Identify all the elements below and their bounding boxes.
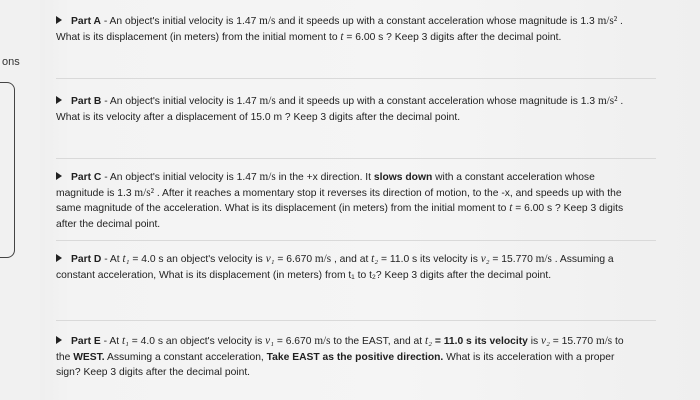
part-d-text: = 15.770 — [489, 254, 536, 265]
unit: m/s — [314, 253, 332, 265]
variable: v₁ — [265, 335, 274, 347]
part-c-text: . After it reaches a momentary stop it reverses its direction of motion, to the -x, and speeds up with the same magnitude of the acceleration. What is its displacement (in meters) from the initial moment to — [56, 187, 622, 214]
unit: m/s² — [597, 95, 618, 107]
part-c-text: - An object's initial velocity is 1.47 — [101, 172, 260, 183]
variable: v₂ — [541, 335, 550, 347]
variable: v₁ — [265, 253, 275, 265]
part-d-text: = 6.670 — [274, 254, 315, 265]
sidebar-bracket — [0, 82, 15, 258]
part-e[interactable] — [56, 334, 626, 381]
part-a[interactable] — [56, 14, 626, 45]
unit: m/s — [596, 335, 613, 347]
part-c-title: Part C — [71, 172, 102, 183]
part-b[interactable] — [56, 94, 626, 125]
unit: m/s — [259, 171, 276, 183]
emphasis: slows down — [373, 172, 433, 183]
part-e-text: Assuming a constant acceleration, — [104, 351, 267, 363]
part-b-text: - An object's initial velocity is 1.47 — [101, 96, 260, 107]
unit: m/s² — [134, 186, 154, 199]
part-a-text: - An object's initial velocity is 1.47 — [100, 16, 260, 27]
part-e-text: - At — [100, 336, 122, 347]
unit: m/s² — [597, 15, 618, 27]
variable: t₁ — [122, 253, 130, 265]
variable: t₁ — [121, 335, 129, 347]
divider — [56, 78, 656, 79]
part-e-text: What is its acceleration with a proper sign? Keep 3 digits after the decimal point. — [56, 351, 615, 378]
unit: m/s — [259, 95, 276, 107]
part-a-text: = 6.00 s ? Keep 3 digits after the decimal point. — [343, 31, 562, 43]
divider — [56, 240, 656, 241]
variable: t — [509, 202, 513, 214]
left-rail — [0, 0, 40, 400]
unit: m/s — [259, 15, 276, 27]
variable: t₂ — [371, 253, 379, 265]
expand-arrow-icon[interactable] — [56, 16, 62, 24]
part-d-title: Part D — [71, 254, 102, 265]
part-b-title: Part B — [71, 96, 102, 107]
part-e-text: = 4.0 s an object's velocity is — [128, 336, 266, 347]
part-a-title: Part A — [71, 16, 101, 27]
part-d-text: = 11.0 s its velocity is — [378, 254, 481, 265]
unit: m/s — [535, 253, 552, 265]
part-a-text: . What is its displacement (in meters) from the initial moment to — [56, 16, 623, 43]
divider — [56, 158, 656, 159]
unit: m/s — [314, 335, 331, 347]
part-c-text: with a constant acceleration whose magnitude is 1.3 — [56, 172, 595, 199]
part-e-text: = 6.670 — [273, 336, 315, 347]
emphasis: WEST. — [73, 351, 105, 363]
part-d[interactable] — [56, 252, 626, 283]
expand-arrow-icon[interactable] — [56, 96, 62, 104]
part-b-text: . What is its velocity after a displacement of 15.0 m ? Keep 3 digits after the decimal point. — [56, 96, 624, 123]
part-e-title: Part E — [71, 336, 101, 347]
part-c-text: in the +x direction. It — [275, 172, 374, 183]
part-c[interactable] — [56, 170, 626, 232]
part-d-text: , and at — [331, 254, 372, 265]
part-e-text: to the — [56, 336, 624, 363]
divider — [56, 320, 656, 321]
emphasis: Take EAST as the positive direction. — [266, 351, 444, 363]
part-d-text: - At — [101, 254, 123, 265]
variable: t₂ — [424, 335, 432, 347]
expand-arrow-icon[interactable] — [56, 172, 62, 180]
expand-arrow-icon[interactable] — [56, 336, 62, 344]
part-e-text: is — [527, 336, 542, 347]
part-b-text: and it speeds up with a constant acceleration whose magnitude is 1.3 — [275, 96, 598, 107]
part-a-text: and it speeds up with a constant acceleration whose magnitude is 1.3 — [275, 16, 598, 27]
expand-arrow-icon[interactable] — [56, 254, 62, 262]
variable: t — [340, 30, 344, 43]
part-d-text: . Assuming a constant acceleration, What is its displacement (in meters) from t₁ to t₂? Keep 3 digits after the decimal point. — [56, 254, 614, 281]
part-e-text: to the EAST, and at — [330, 336, 425, 347]
part-c-text: = 6.00 s ? Keep 3 digits after the decimal point. — [56, 203, 624, 230]
variable: v₂ — [480, 253, 490, 265]
part-d-text: = 4.0 s an object's velocity is — [129, 254, 266, 265]
emphasis: = 11.0 s its velocity — [431, 336, 528, 347]
part-e-text: = 15.770 — [549, 336, 596, 347]
sidebar-label: ons — [2, 56, 20, 68]
